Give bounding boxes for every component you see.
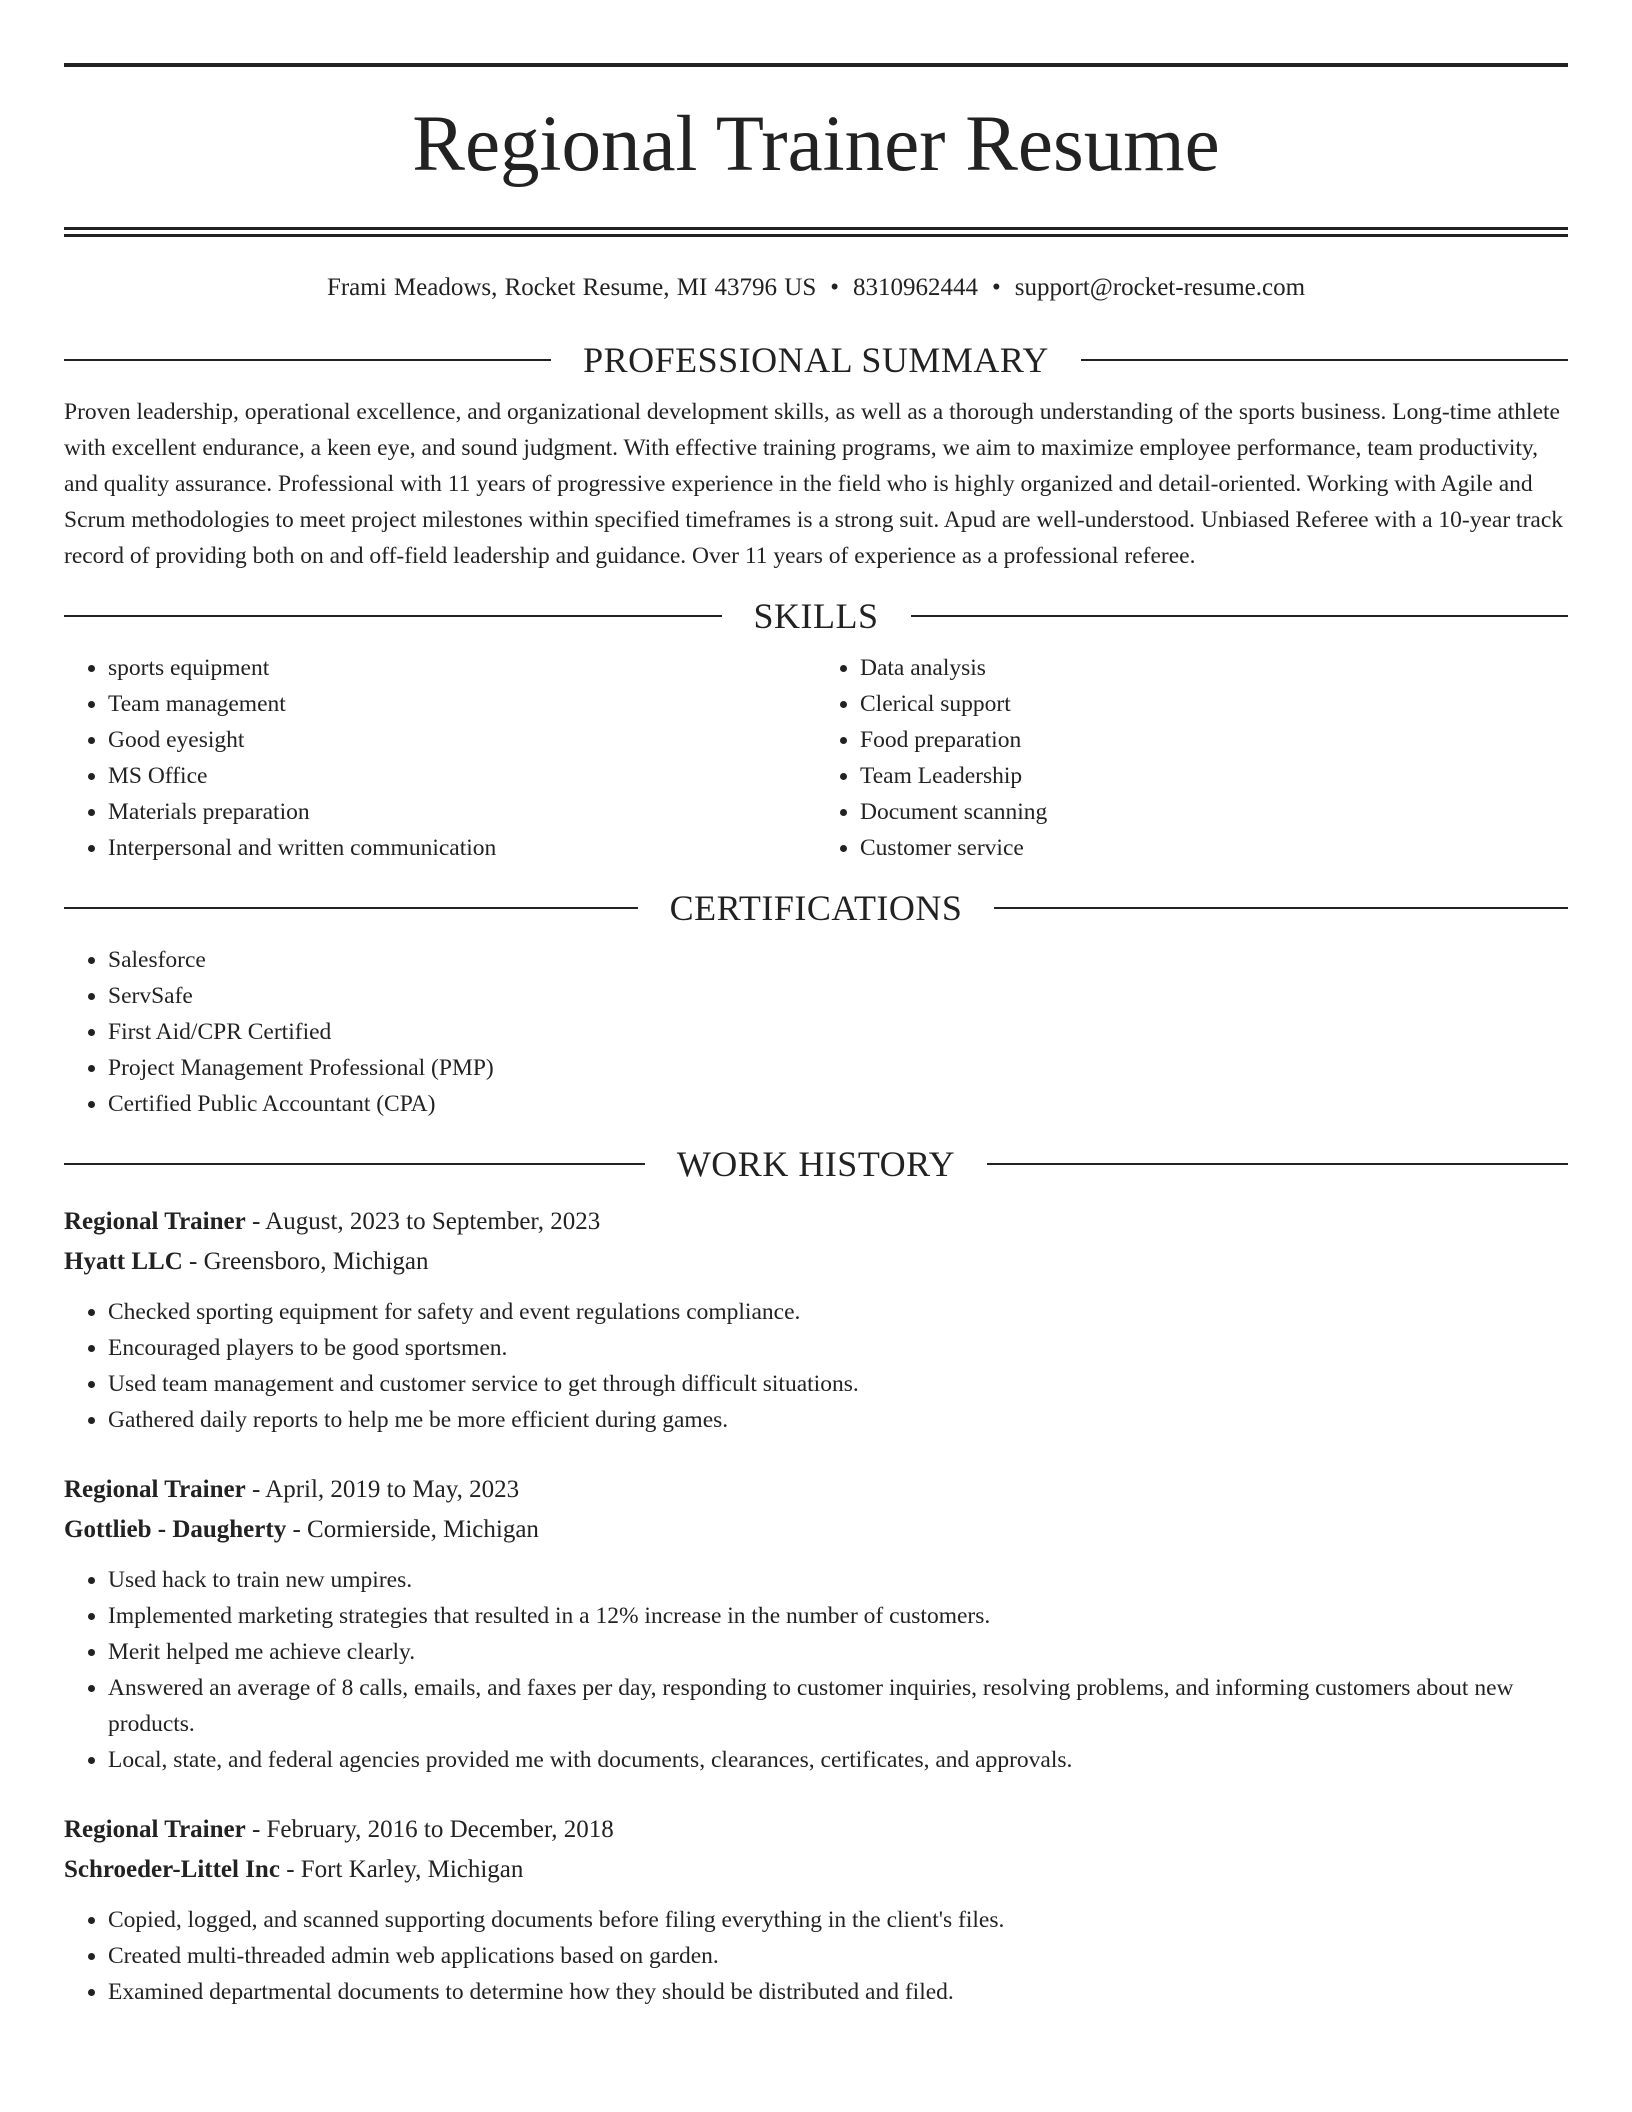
skill-item: • Interpersonal and written communication bbox=[108, 830, 816, 866]
job-dates: February, 2016 to December, 2018 bbox=[266, 1816, 614, 1843]
job-bullets bbox=[64, 1902, 1568, 2010]
divider bbox=[1081, 359, 1568, 361]
contact-separator: • bbox=[830, 274, 839, 301]
job-company-line bbox=[64, 1850, 1568, 1890]
dash: - bbox=[245, 1476, 266, 1503]
divider bbox=[994, 907, 1568, 909]
skills-list bbox=[64, 650, 1568, 866]
job-location: Greensboro, Michigan bbox=[203, 1248, 429, 1275]
contact-separator: • bbox=[992, 274, 1001, 301]
divider bbox=[911, 615, 1569, 617]
job-dates: April, 2019 to May, 2023 bbox=[265, 1476, 520, 1503]
job-bullet: • Implemented marketing strategies that resulted in a 12% increase in the number of customers. bbox=[108, 1598, 1568, 1634]
divider bbox=[64, 359, 551, 361]
job-bullet: • Checked sporting equipment for safety and event regulations compliance. bbox=[108, 1294, 1568, 1330]
job-location: Fort Karley, Michigan bbox=[300, 1856, 524, 1883]
job-bullets bbox=[64, 1294, 1568, 1438]
skill-item: • Team management bbox=[108, 686, 816, 722]
certifications-heading: CERTIFICATIONS bbox=[669, 888, 963, 928]
certification-item: • ServSafe bbox=[108, 978, 1568, 1014]
skills-section-heading bbox=[64, 594, 1568, 638]
job-entry bbox=[64, 1470, 1568, 1778]
skills-heading: SKILLS bbox=[753, 596, 879, 636]
job-entry bbox=[64, 1810, 1568, 2010]
work-section-heading bbox=[64, 1142, 1568, 1186]
skill-item: • Customer service bbox=[860, 830, 1568, 866]
certification-item: • First Aid/CPR Certified bbox=[108, 1014, 1568, 1050]
certification-item: • Project Management Professional (PMP) bbox=[108, 1050, 1568, 1086]
job-company: Gottlieb - Daugherty bbox=[64, 1516, 287, 1543]
job-bullet: • Examined departmental documents to determine how they should be distributed and filed. bbox=[108, 1974, 1568, 2010]
resume-page bbox=[64, 63, 1568, 2010]
job-bullet: • Encouraged players to be good sportsmen. bbox=[108, 1330, 1568, 1366]
skill-item: • Data analysis bbox=[860, 650, 1568, 686]
skill-item: • Clerical support bbox=[860, 686, 1568, 722]
certifications-list bbox=[64, 942, 1568, 1122]
job-bullets bbox=[64, 1562, 1568, 1778]
skill-item: • sports equipment bbox=[108, 650, 816, 686]
contact-phone: 8310962444 bbox=[853, 274, 978, 301]
job-bullet: • Copied, logged, and scanned supporting documents before filing everything in the client's files. bbox=[108, 1902, 1568, 1938]
certification-item: • Certified Public Accountant (CPA) bbox=[108, 1086, 1568, 1122]
skill-item: • Document scanning bbox=[860, 794, 1568, 830]
job-company: Hyatt LLC bbox=[64, 1248, 183, 1275]
job-bullet: • Merit helped me achieve clearly. bbox=[108, 1634, 1568, 1670]
contact-address: Frami Meadows, Rocket Resume, MI 43796 US bbox=[326, 274, 817, 301]
skills-column-left bbox=[64, 650, 816, 866]
job-title-line bbox=[64, 1810, 1568, 1850]
dash: - bbox=[286, 1516, 308, 1543]
job-company-line bbox=[64, 1510, 1568, 1550]
resume-title: Regional Trainer Resume bbox=[412, 101, 1220, 188]
job-title: Regional Trainer bbox=[64, 1476, 246, 1503]
dash: - bbox=[245, 1208, 266, 1235]
job-bullet: • Created multi-threaded admin web applications based on garden. bbox=[108, 1938, 1568, 1974]
certification-item: • Salesforce bbox=[108, 942, 1568, 978]
contact-line bbox=[64, 270, 1568, 306]
dash: - bbox=[182, 1248, 204, 1275]
divider bbox=[64, 615, 722, 617]
job-company-line bbox=[64, 1242, 1568, 1282]
skill-item: • Team Leadership bbox=[860, 758, 1568, 794]
summary-section-heading bbox=[64, 338, 1568, 382]
job-title: Regional Trainer bbox=[64, 1816, 246, 1843]
divider bbox=[64, 1163, 645, 1165]
divider bbox=[64, 907, 638, 909]
job-bullet: • Local, state, and federal agencies provided me with documents, clearances, certificates, and approvals. bbox=[108, 1742, 1568, 1778]
job-title-line bbox=[64, 1470, 1568, 1510]
job-dates: August, 2023 to September, 2023 bbox=[265, 1208, 601, 1235]
divider bbox=[987, 1163, 1568, 1165]
dash: - bbox=[279, 1856, 301, 1883]
job-bullet: • Used team management and customer service to get through difficult situations. bbox=[108, 1366, 1568, 1402]
job-bullet: • Gathered daily reports to help me be more efficient during games. bbox=[108, 1402, 1568, 1438]
top-rule bbox=[64, 63, 1568, 67]
dash: - bbox=[245, 1816, 267, 1843]
job-title: Regional Trainer bbox=[64, 1208, 246, 1235]
skill-item: • Good eyesight bbox=[108, 722, 816, 758]
contact-email: support@rocket-resume.com bbox=[1014, 274, 1306, 301]
skill-item: • Materials preparation bbox=[108, 794, 816, 830]
job-bullet: • Answered an average of 8 calls, emails, and faxes per day, responding to customer inquiries, resolving problems, and informing customers about new products. bbox=[108, 1670, 1568, 1742]
skill-item: • Food preparation bbox=[860, 722, 1568, 758]
summary-text: Proven leadership, operational excellence, and organizational development skills, as well as a thorough understanding of the sports business. Long-time athlete with excellent endurance, a keen eye, and sound judgment. With effective training programs, we aim to maximize employee performance, team productivity, and quality assurance. Professional with 11 years of progressive experience in the field who is highly organized and detail-oriented. Working with Agile and Scrum methodologies to meet project milestones within specified timeframes is a strong suit. Apud are well-understood. Unbiased Referee with a 10-year track record of providing both on and off-field leadership and guidance. Over 11 years of experience as a professional referee. bbox=[64, 399, 1564, 569]
skill-item: • MS Office bbox=[108, 758, 816, 794]
job-location: Cormierside, Michigan bbox=[307, 1516, 539, 1543]
job-title-line bbox=[64, 1202, 1568, 1242]
certifications-section-heading bbox=[64, 886, 1568, 930]
work-heading: WORK HISTORY bbox=[676, 1144, 956, 1184]
skills-column-right bbox=[816, 650, 1568, 866]
summary-heading: PROFESSIONAL SUMMARY bbox=[583, 340, 1049, 380]
title-double-rule bbox=[64, 227, 1568, 237]
job-company: Schroeder-Littel Inc bbox=[64, 1856, 280, 1883]
job-bullet: • Used hack to train new umpires. bbox=[108, 1562, 1568, 1598]
job-entry bbox=[64, 1202, 1568, 1438]
